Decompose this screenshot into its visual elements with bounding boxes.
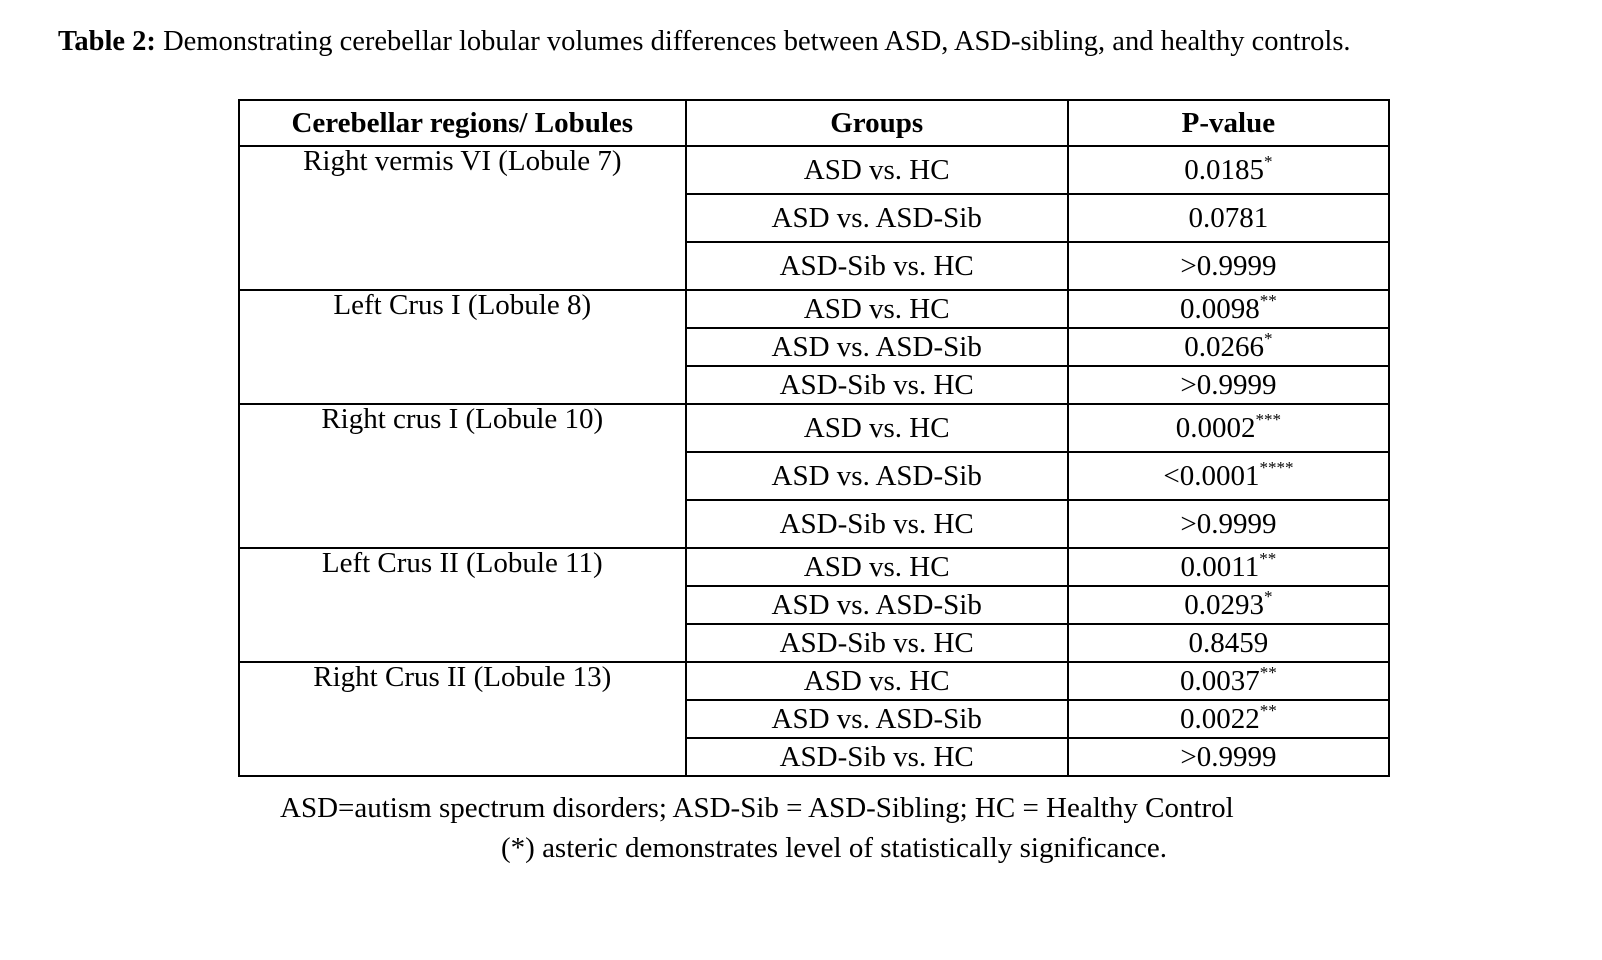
table-row [239,548,1389,586]
table-row [239,290,1389,328]
significance-marker: * [1264,586,1273,606]
pvalue-cell [1068,700,1389,738]
pvalue-text: 0.8459 [1188,626,1269,659]
table-row [239,146,1389,194]
group-cell: ASD vs. HC [686,548,1068,586]
pvalue-text: 0.0002 [1175,411,1256,444]
pvalue-text: >0.9999 [1180,507,1277,540]
header-groups: Groups [686,100,1068,146]
header-region: Cerebellar regions/ Lobules [239,100,686,146]
pvalue-text: >0.9999 [1180,249,1277,282]
significance-marker: ** [1259,700,1277,720]
group-cell: ASD vs. HC [686,290,1068,328]
pvalue-cell [1068,586,1389,624]
significance-marker: * [1264,151,1273,171]
pvalue-cell [1068,548,1389,586]
group-cell: ASD-Sib vs. HC [686,242,1068,290]
table-row [239,404,1389,452]
header-pvalue: P-value [1068,100,1389,146]
caption-text: Demonstrating cerebellar lobular volumes differences between ASD, ASD-sibling, and healthy controls. [155,26,1351,57]
pvalue-text: 0.0011 [1180,550,1260,583]
group-cell: ASD vs. ASD-Sib [686,700,1068,738]
group-cell: ASD-Sib vs. HC [686,624,1068,662]
pvalue-text: >0.9999 [1180,740,1277,773]
pvalue-cell [1068,738,1389,776]
table-header-row [239,100,1389,146]
significance-marker: *** [1255,409,1282,429]
pvalue-cell [1068,290,1389,328]
pvalue-cell [1068,194,1389,242]
pvalue-cell [1068,624,1389,662]
pvalue-cell [1068,242,1389,290]
pvalue-cell [1068,452,1389,500]
group-cell: ASD vs. HC [686,146,1068,194]
caption-label: Table 2: [58,26,156,57]
pvalue-cell [1068,500,1389,548]
region-cell: Right crus I (Lobule 10) [239,404,686,548]
significance-marker: **** [1259,457,1294,477]
pvalue-text: 0.0781 [1188,201,1269,234]
pvalue-text: 0.0022 [1180,702,1260,735]
pvalue-text: >0.9999 [1180,368,1277,401]
pvalue-text: 0.0293 [1184,588,1265,621]
significance-marker: * [1264,328,1273,348]
pvalue-cell [1068,662,1389,700]
pvalue-cell [1068,328,1389,366]
significance-marker: ** [1259,662,1277,682]
significance-marker: ** [1259,290,1277,310]
significance-marker: ** [1259,548,1277,568]
pvalue-text: 0.0266 [1184,330,1265,363]
group-cell: ASD-Sib vs. HC [686,738,1068,776]
lobule-volume-table [238,99,1390,777]
group-cell: ASD vs. HC [686,662,1068,700]
group-cell: ASD vs. ASD-Sib [686,328,1068,366]
group-cell: ASD vs. ASD-Sib [686,452,1068,500]
pvalue-text: <0.0001 [1163,459,1260,492]
table-caption [58,26,1351,58]
abbreviations-footnote: ASD=autism spectrum disorders; ASD-Sib = ASD-Sibling; HC = Healthy Control [280,792,1234,824]
pvalue-text: 0.0037 [1180,664,1260,697]
pvalue-cell [1068,404,1389,452]
group-cell: ASD vs. ASD-Sib [686,586,1068,624]
group-cell: ASD vs. HC [686,404,1068,452]
pvalue-text: 0.0098 [1180,292,1260,325]
significance-footnote: (*) asteric demonstrates level of statistically significance. [501,832,1167,864]
group-cell: ASD vs. ASD-Sib [686,194,1068,242]
region-cell: Left Crus I (Lobule 8) [239,290,686,404]
group-cell: ASD-Sib vs. HC [686,366,1068,404]
region-cell: Left Crus II (Lobule 11) [239,548,686,662]
pvalue-cell [1068,146,1389,194]
group-cell: ASD-Sib vs. HC [686,500,1068,548]
region-cell: Right vermis VI (Lobule 7) [239,146,686,290]
table-row [239,662,1389,700]
pvalue-text: 0.0185 [1184,153,1265,186]
pvalue-cell [1068,366,1389,404]
region-cell: Right Crus II (Lobule 13) [239,662,686,776]
